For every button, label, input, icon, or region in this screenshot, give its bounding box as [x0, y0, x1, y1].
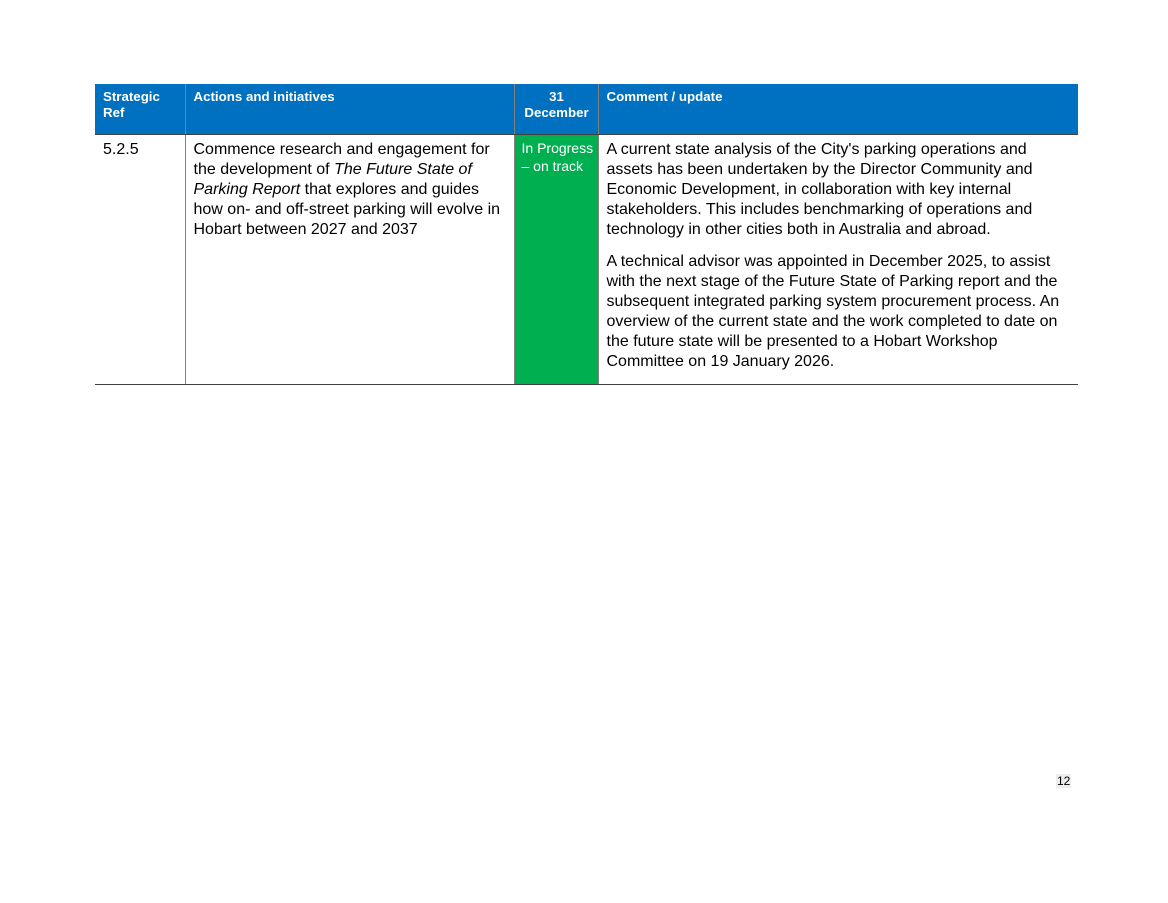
page-number: 12 — [1057, 774, 1071, 788]
table-row — [95, 135, 1078, 385]
progress-table — [95, 84, 1078, 385]
status-badge: In Progress – on track — [514, 135, 598, 385]
header-status-day: 31 — [549, 89, 564, 104]
header-comment-update: Comment / update — [598, 84, 1078, 135]
header-status-month: December — [524, 105, 589, 120]
header-actions-initiatives: Actions and initiatives — [185, 84, 514, 135]
header-strategic-ref: Strategic Ref — [95, 84, 185, 135]
strategic-ref-cell: 5.2.5 — [95, 135, 185, 385]
action-cell — [185, 135, 514, 385]
action-text-start: Commence research and engagement for the development of — [193, 141, 490, 178]
header-status-date — [514, 84, 598, 135]
comment-paragraph: A current state analysis of the City's parking operations and assets has been undertaken by the Director Community and Economic Development, in collaboration with key internal stakeholders. This includes benchmarking of operations and technology in other cities both in Australia and abroad. — [606, 141, 1033, 238]
comment-paragraph: A technical advisor was appointed in December 2025, to assist with the next stage of the Future State of Parking report and the subsequent integrated parking system procurement process. An overview of the current state and the work completed to date on the future state will be presented to a Hobart Workshop Committee on 19 January 2026. — [606, 253, 1060, 370]
table-header-row — [95, 84, 1078, 135]
comment-cell — [598, 135, 1078, 385]
action-text-end: that explores and guides how on- and off-street parking will evolve in Hobart between 2027 and 2037 — [193, 181, 501, 238]
action-report-title: The Future State of Parking Report — [193, 161, 472, 198]
